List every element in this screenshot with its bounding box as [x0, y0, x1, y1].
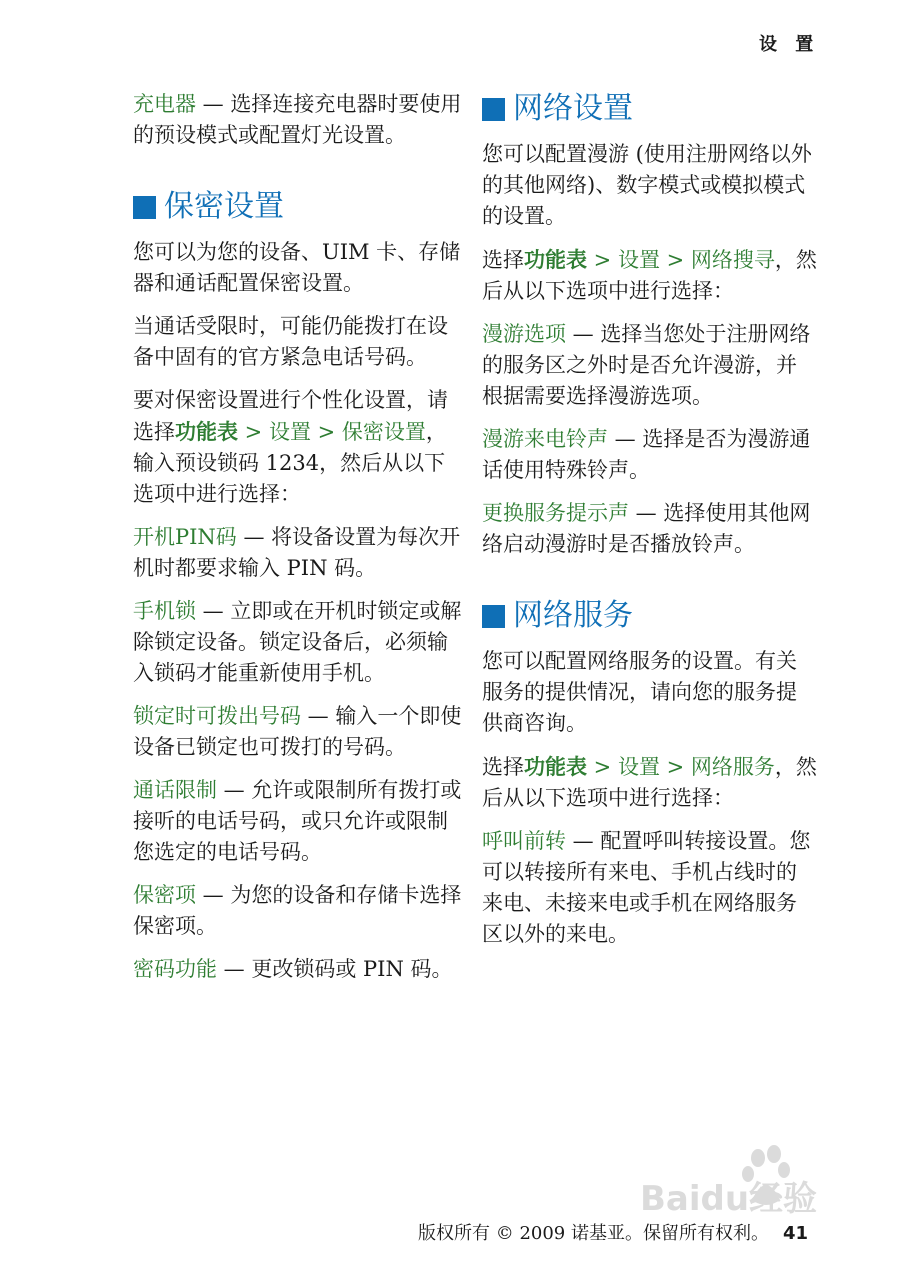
separator: > — [238, 420, 269, 444]
page-footer — [418, 1219, 808, 1245]
settings-link: 设置 — [617, 248, 660, 272]
square-bullet-icon — [482, 605, 505, 628]
security-paragraph-2: 当通话受限时，可能仍能拨打在设备中固有的官方紧急电话号码。 — [133, 314, 448, 369]
copyright-text: 版权所有 © 2009 诺基亚。保留所有权利。 — [418, 1223, 769, 1244]
item-text: — 为您的设备和存储卡选择保密项。 — [133, 883, 462, 938]
separator: > — [587, 248, 618, 272]
list-item — [482, 319, 817, 412]
charger-item — [133, 89, 463, 151]
services-paragraph-2 — [482, 751, 817, 814]
item-term: 保密项 — [133, 883, 196, 907]
left-column — [133, 89, 463, 997]
item-term: 呼叫前转 — [482, 829, 566, 853]
settings-link: 设置 — [617, 755, 660, 779]
baidu-watermark-logo — [640, 1140, 890, 1220]
item-term: 漫游选项 — [482, 322, 566, 346]
page-header-title: 设 置 — [759, 34, 820, 55]
list-item — [133, 954, 463, 985]
list-item — [133, 880, 463, 942]
list-item — [133, 522, 463, 584]
item-term: 漫游来电铃声 — [482, 427, 608, 451]
security-p3-text-2: ，输入预设锁码 1234，然后从以下选项中进行选择： — [133, 420, 447, 506]
security-settings-link: 保密设置 — [341, 420, 426, 444]
network-p2-text-2: ，然后从以下选项中进行选择： — [482, 248, 817, 303]
network-p2-text-1: 选择 — [482, 248, 524, 272]
security-p3-text-1: 要对保密设置进行个性化设置，请选择 — [133, 388, 448, 444]
item-text: — 选择使用其他网络启动漫游时是否播放铃声。 — [482, 501, 811, 556]
services-heading-text: 网络服务 — [513, 598, 633, 633]
services-p2-text-1: 选择 — [482, 755, 524, 779]
item-term: 锁定时可拨出号码 — [133, 704, 301, 728]
item-term: 手机锁 — [133, 599, 196, 623]
right-column — [482, 89, 817, 962]
item-text: — 更改锁码或 PIN 码。 — [217, 957, 453, 981]
item-text: — 允许或限制所有拨打或接听的电话号码，或只允许或限制您选定的电话号码。 — [133, 778, 462, 864]
list-item — [133, 775, 463, 868]
services-paragraph-1: 您可以配置网络服务的设置。有关服务的提供情况，请向您的服务提供商咨询。 — [482, 649, 797, 735]
security-paragraph-3 — [133, 385, 463, 510]
list-item — [482, 826, 817, 950]
security-heading-text: 保密设置 — [164, 189, 284, 224]
list-item — [133, 701, 463, 763]
settings-link: 设置 — [268, 420, 311, 444]
list-item — [482, 424, 817, 486]
separator: > — [587, 755, 618, 779]
item-term: 通话限制 — [133, 778, 217, 802]
network-search-link: 网络搜寻 — [690, 248, 775, 272]
charger-text: — 选择连接充电器时要使用的预设模式或配置灯光设置。 — [133, 92, 462, 147]
menu-link: 功能表 — [524, 247, 587, 272]
item-text: — 输入一个即使设备已锁定也可拨打的号码。 — [133, 704, 462, 759]
charger-term: 充电器 — [133, 92, 196, 116]
network-settings-heading — [482, 89, 817, 129]
item-text: — 配置呼叫转接设置。您可以转接所有来电、手机占线时的来电、未接来电或手机在网络服务区以外的来电。 — [482, 829, 811, 946]
network-heading-text: 网络设置 — [513, 91, 633, 126]
square-bullet-icon — [133, 196, 156, 219]
list-item — [133, 596, 463, 689]
security-paragraph-1: 您可以为您的设备、UIM 卡、存储器和通话配置保密设置。 — [133, 240, 461, 295]
item-term: 密码功能 — [133, 957, 217, 981]
item-text: — 选择是否为漫游通话使用特殊铃声。 — [482, 427, 811, 482]
page-number: 41 — [782, 1223, 809, 1244]
square-bullet-icon — [482, 98, 505, 121]
services-p2-text-2: ，然后从以下选项中进行选择： — [482, 755, 817, 810]
network-paragraph-2 — [482, 244, 817, 307]
separator: > — [659, 248, 691, 272]
network-services-heading — [482, 596, 817, 636]
network-paragraph-1: 您可以配置漫游 (使用注册网络以外的其他网络)、数字模式或模拟模式的设置。 — [482, 142, 812, 228]
item-term: 更换服务提示声 — [482, 501, 629, 525]
item-term: 开机PIN码 — [133, 525, 237, 549]
item-text: — 选择当您处于注册网络的服务区之外时是否允许漫游，并根据需要选择漫游选项。 — [482, 322, 811, 408]
menu-link: 功能表 — [175, 419, 238, 444]
network-services-link: 网络服务 — [690, 755, 775, 779]
separator: > — [310, 420, 342, 444]
security-heading — [133, 187, 463, 227]
menu-link: 功能表 — [524, 754, 587, 779]
list-item — [482, 498, 817, 560]
separator: > — [659, 755, 691, 779]
watermark-text: Baidu经验 — [640, 1179, 818, 1219]
item-text: — 立即或在开机时锁定或解除锁定设备。锁定设备后，必须输入锁码才能重新使用手机。 — [133, 599, 462, 685]
item-text: — 将设备设置为每次开机时都要求输入 PIN 码。 — [133, 525, 461, 580]
